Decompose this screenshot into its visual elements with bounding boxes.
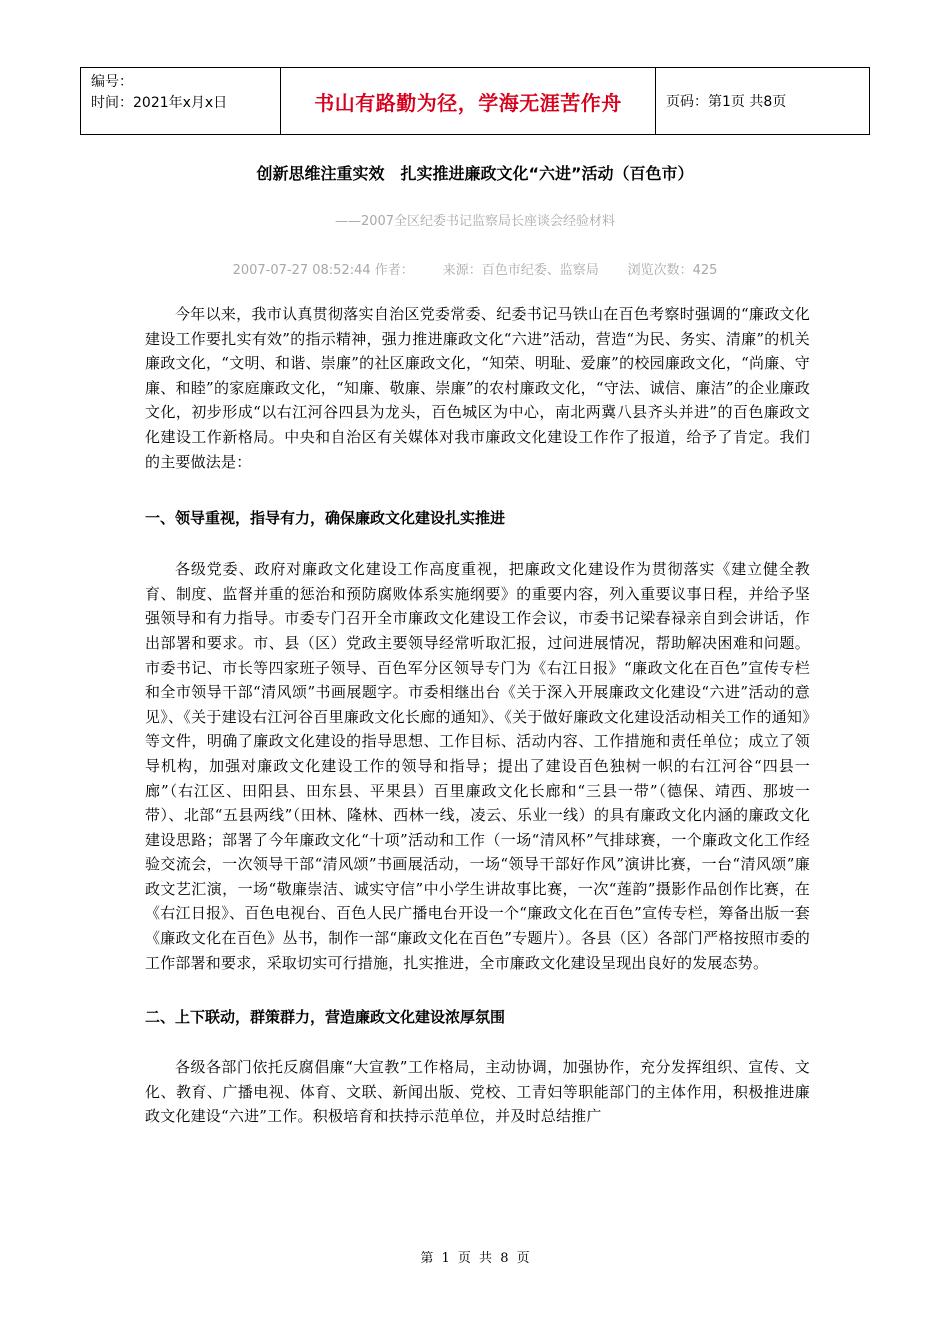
article-meta: 2007-07-27 08:52:44 作者： 来源：百色市纪委、监察局 浏览次数：425 — [232, 263, 718, 278]
header-motto: 书山有路勤为径，学海无涯苦作舟 — [281, 68, 656, 134]
section-1-paragraph: 各级党委、政府对廉政文化建设工作高度重视，把廉政文化建设作为贯彻落实《建立健全教育、制度、监督并重的惩治和预防腐败体系实施纲要》的重要内容，列入重要议事日程，并给予坚强领导和有力指导。市委专门召开全市廉政文化建设工作会议，市委书记梁春禄亲自到会讲话，作出部署和要求。市、县（区）党政主要领导经常听取汇报，过问进展情况，帮助解决困难和问题。市委书记、市长等四家班子领导、百色军分区领导专门为《右江日报》“廉政文化在百色”宣传专栏和全市领导干部“清风颂”书画展题字。市委相继出台《关于深入开展廉政文化建设“六进”活动的意见》、《关于建设右江河谷百里廉政文化长廊的通知》、《关于做好廉政文化建设活动相关工作的通知》等文件，明确了廉政文化建设的指导思想、工作目标、活动内容、工作措施和责任单位；成立了领导机构，加强对廉政文化建设工作的领导和指导；提出了建设百色独树一帜的右江河谷“四县一廊”（右江区、田阳县、田东县、平果县）百里廉政文化长廊和“三县一带”（德保、靖西、那坡一带）、北部“五县两线”（田林、隆林、西林一线，凌云、乐业一线）的具有廉政文化内涵的廉政文化建设思路；部署了今年廉政文化“十项”活动和工作（一场“清风杯”气排球赛，一个廉政文化工作经验交流会，一次领导干部“清风颂”书画展活动，一场“领导干部好作风”演讲比赛，一台“清风颂”廉政文艺汇演，一场“敬廉崇洁、诚实守信”中小学生讲故事比赛，一次“莲韵”摄影作品创作比赛，在《右江日报》、百色电视台、百色人民广播电台开设一个“廉政文化在百色”宣传专栏，筹备出版一套《廉政文化在百色》丛书，制作一部“廉政文化在百色”专题片）。各县（区）各部门严格按照市委的工作部署和要求，采取切实可行措施，扎实推进，全市廉政文化建设呈现出良好的发展态势。 — [145, 560, 810, 972]
section-2-heading: 二、上下联动，群策群力，营造廉政文化建设浓厚氛围 — [145, 1008, 506, 1027]
section-1-heading: 一、领导重视，指导有力，确保廉政文化建设扎实推进 — [145, 509, 506, 528]
date-label: 时间：2021年x月x日 — [91, 95, 228, 111]
document-header-table — [80, 67, 870, 135]
header-page-number: 页码：第1页 共8页 — [666, 94, 787, 110]
article-body — [145, 302, 810, 1129]
section-2-paragraph: 各级各部门依托反腐倡廉“大宣教”工作格局，主动协调，加强协作，充分发挥组织、宣传、文化、教育、广播电视、体育、文联、新闻出版、党校、工青妇等职能部门的主体作用，积极推进廉政文化建设“六进”工作。积极培育和扶持示范单位，并及时总结推广 — [145, 1058, 810, 1126]
serial-label: 编号： — [91, 74, 133, 90]
header-meta-cell — [81, 68, 281, 134]
page-footer: 第 1 页 共 8 页 — [420, 1251, 530, 1266]
article-subtitle: ——2007全区纪委书记监察局长座谈会经验材料 — [334, 214, 616, 229]
article-title: 创新思维注重实效 扎实推进廉政文化“六进”活动（百色市） — [256, 164, 694, 183]
intro-paragraph: 今年以来，我市认真贯彻落实自治区党委常委、纪委书记马铁山在百色考察时强调的“廉政文化建设工作要扎实有效”的指示精神，强力推进廉政文化“六进”活动，营造“为民、务实、清廉”的机关廉政文化，“文明、和谐、崇廉”的社区廉政文化，“知荣、明耻、爱廉”的校园廉政文化，“尚廉、守廉、和睦”的家庭廉政文化，“知廉、敬廉、崇廉”的农村廉政文化，“守法、诚信、廉洁”的企业廉政文化，初步形成“以右江河谷四县为龙头，百色城区为中心，南北两冀八县齐头并进”的百色廉政文化建设工作新格局。中央和自治区有关媒体对我市廉政文化建设工作作了报道，给予了肯定。我们的主要做法是： — [145, 305, 810, 471]
